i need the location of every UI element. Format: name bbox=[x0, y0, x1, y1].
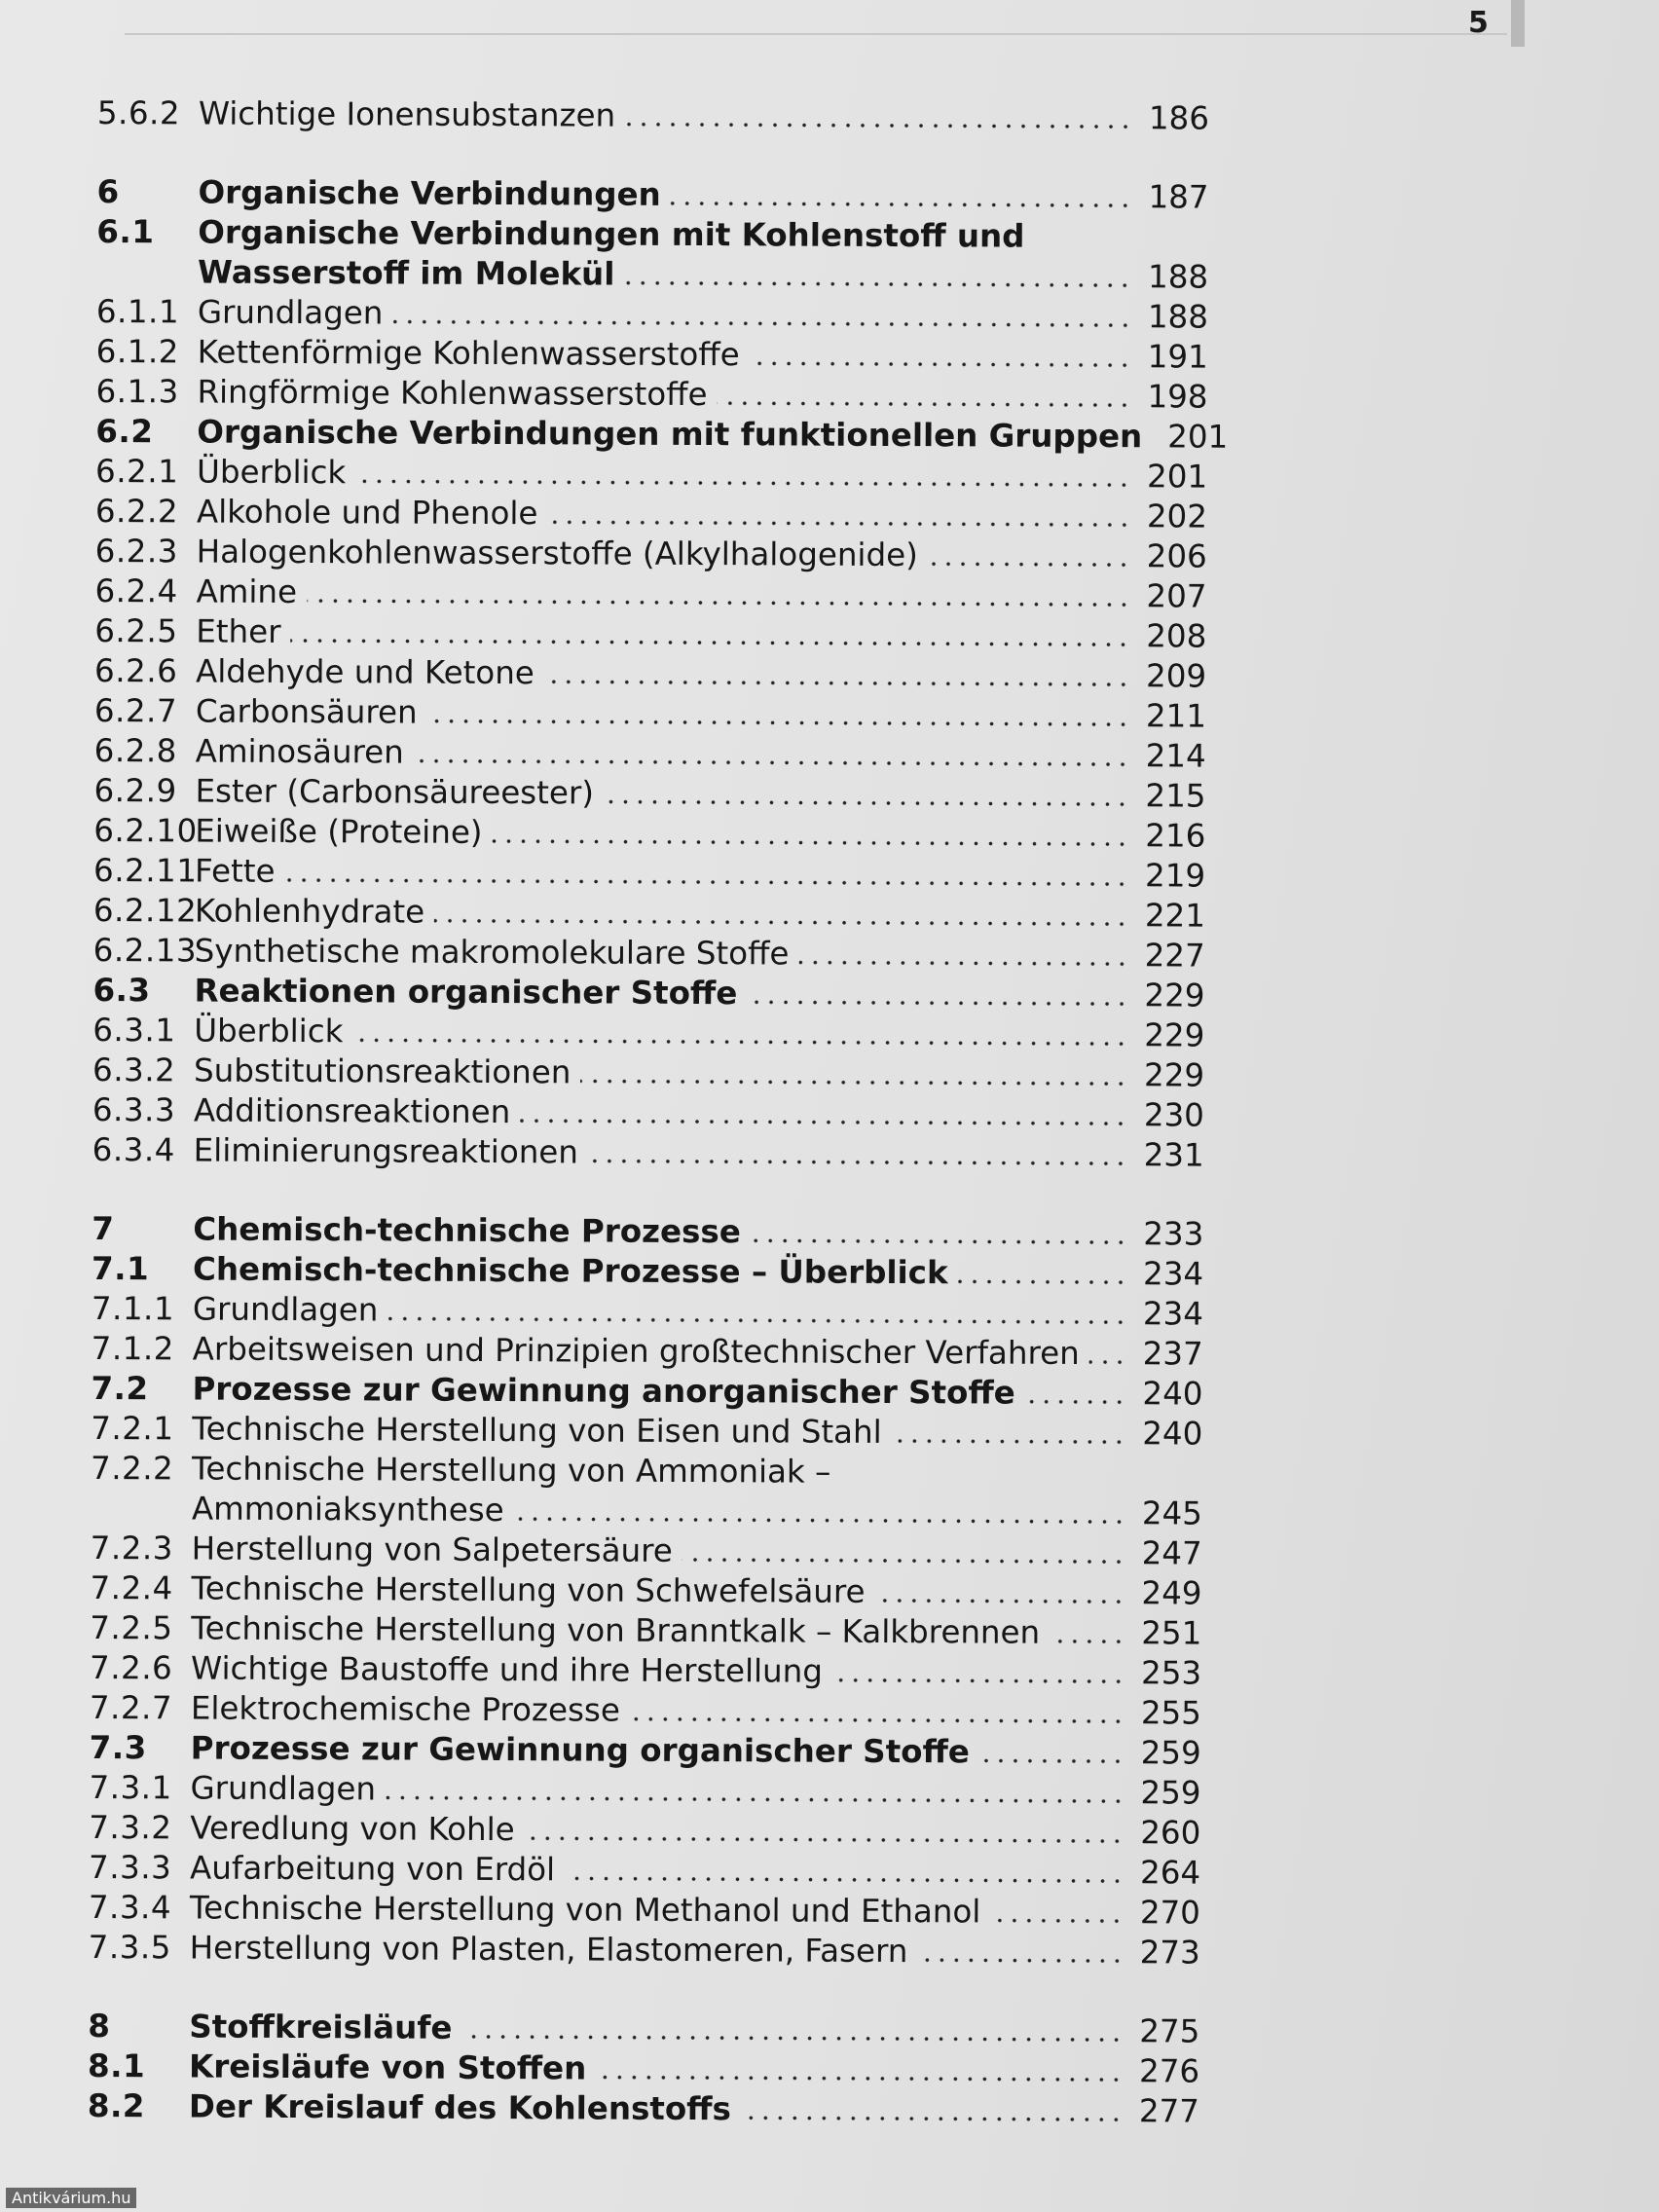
toc-entry-page: 273 bbox=[1139, 1934, 1200, 1972]
toc-entry-page: 270 bbox=[1139, 1894, 1201, 1932]
toc-entry-title: Elektrochemische Prozesse bbox=[190, 1689, 620, 1729]
toc-entry bbox=[88, 1888, 1201, 1934]
toc-entry bbox=[90, 1608, 1202, 1654]
dot-leader bbox=[284, 877, 1129, 887]
dot-leader bbox=[604, 799, 1130, 808]
toc-entry bbox=[96, 93, 1210, 139]
toc-entry-number: 6.2 bbox=[95, 412, 154, 451]
toc-entry-page: 255 bbox=[1140, 1694, 1202, 1732]
dot-leader bbox=[544, 679, 1130, 687]
dot-leader bbox=[596, 2075, 1124, 2083]
toc-entry-title: Ringförmige Kohlenwasserstoffe bbox=[197, 373, 708, 414]
toc-entry-number: 6.3.2 bbox=[92, 1051, 176, 1089]
toc-entry-title: Alkohole und Phenole bbox=[196, 493, 538, 533]
header-rule bbox=[125, 33, 1507, 35]
toc-entry bbox=[92, 971, 1205, 1016]
toc-entry-number: 6.3.3 bbox=[92, 1090, 176, 1129]
dot-leader bbox=[1089, 1359, 1127, 1365]
toc-entry-page: 208 bbox=[1146, 617, 1207, 655]
dot-leader bbox=[741, 2115, 1124, 2122]
toc-entry-title: Der Kreislauf des Kohlenstoffs bbox=[188, 2087, 731, 2128]
toc-entry-title: Organische Verbindungen mit funktionellen Gruppen bbox=[197, 413, 1143, 456]
toc-entry-number: 6.2.10 bbox=[93, 811, 198, 850]
toc-entry-page: 198 bbox=[1147, 378, 1208, 416]
toc-entry-title: Fette bbox=[195, 852, 276, 890]
toc-entry-number: 7.2.5 bbox=[90, 1608, 173, 1647]
toc-entry-number: 6.2.4 bbox=[94, 571, 178, 610]
toc-entry bbox=[92, 1329, 1201, 1375]
toc-entry-title: Aldehyde und Ketone bbox=[196, 652, 535, 692]
toc-entry bbox=[92, 891, 1206, 937]
toc-entry bbox=[89, 1808, 1201, 1854]
toc-entry bbox=[89, 1928, 1198, 1973]
toc-entry-number: 6 bbox=[96, 172, 120, 211]
toc-entry-title: Reaktionen organischer Stoffe bbox=[194, 972, 738, 1013]
toc-entry-page: 251 bbox=[1141, 1614, 1202, 1652]
toc-entry-number: 8 bbox=[88, 2007, 111, 2046]
toc-entry bbox=[93, 851, 1206, 897]
toc-entry bbox=[93, 811, 1206, 857]
watermark: Antikvárium.hu bbox=[6, 2188, 136, 2208]
dot-leader bbox=[434, 918, 1129, 927]
toc-entry-number: 6.2.3 bbox=[94, 532, 178, 571]
toc-entry-page: 214 bbox=[1145, 737, 1206, 775]
toc-entry bbox=[94, 651, 1207, 697]
toc-entry-title: Eiweiße (Proteine) bbox=[195, 812, 483, 851]
toc-entry-number: 6.2.13 bbox=[92, 931, 198, 970]
toc-entry bbox=[95, 412, 1229, 458]
toc-entry bbox=[94, 571, 1207, 617]
toc-entry bbox=[89, 1688, 1202, 1734]
toc-entry bbox=[95, 292, 1209, 338]
toc-entry-number: 7.1.2 bbox=[91, 1329, 174, 1368]
toc-entry-number: 6.3 bbox=[92, 971, 151, 1010]
toc-entry-number: 6.3.1 bbox=[92, 1011, 176, 1050]
toc-entry-page: 229 bbox=[1144, 1016, 1205, 1054]
toc-entry-number: 6.3.4 bbox=[92, 1130, 175, 1169]
toc-entry-number: 6.1.2 bbox=[95, 332, 179, 371]
toc-entry bbox=[95, 532, 1205, 577]
toc-entry bbox=[96, 332, 1206, 378]
dot-leader bbox=[630, 1716, 1125, 1724]
dot-leader bbox=[832, 1677, 1125, 1684]
dot-leader bbox=[798, 960, 1128, 968]
toc-entry-title: Ester (Carbonsäureester) bbox=[195, 772, 595, 812]
toc-entry-title: Stoffkreisläufe bbox=[189, 2008, 453, 2046]
toc-entry-page: 215 bbox=[1145, 777, 1206, 815]
toc-entry-title: Grundlagen bbox=[192, 1290, 379, 1329]
toc-entry bbox=[96, 172, 1209, 218]
toc-entry-number: 7.2.7 bbox=[89, 1688, 173, 1727]
toc-entry-title: Herstellung von Plasten, Elastomeren, Fasern bbox=[189, 1929, 908, 1971]
toc-entry bbox=[91, 1409, 1203, 1455]
toc-entry bbox=[88, 2086, 1198, 2132]
toc-entry-title: Aufarbeitung von Erdöl bbox=[190, 1849, 556, 1889]
toc-entry-title: Technische Herstellung von Methanol und Ethanol bbox=[189, 1889, 981, 1931]
toc-entry bbox=[94, 731, 1204, 777]
toc-entry-page: 277 bbox=[1138, 2092, 1200, 2130]
dot-leader bbox=[307, 598, 1131, 608]
toc-entry-number: 7.3.1 bbox=[89, 1768, 172, 1807]
dot-leader bbox=[352, 1037, 1128, 1047]
toc-entry-title: Prozesse zur Gewinnung organischer Stoffe bbox=[190, 1729, 970, 1771]
toc-entry-page: 202 bbox=[1146, 498, 1208, 535]
toc-entry-number: 6.2.5 bbox=[94, 611, 178, 650]
dot-leader bbox=[514, 1516, 1126, 1525]
dot-leader bbox=[751, 1237, 1128, 1245]
toc-entry-page: 234 bbox=[1142, 1255, 1204, 1293]
toc-entry-title: Überblick bbox=[197, 453, 347, 492]
toc-entry-number: 6.2.7 bbox=[93, 691, 178, 730]
toc-entry-page: 240 bbox=[1142, 1375, 1203, 1413]
toc-entry-page: 240 bbox=[1142, 1415, 1203, 1453]
toc-entry-title: Überblick bbox=[194, 1012, 344, 1051]
toc-entry-page: 249 bbox=[1141, 1574, 1202, 1612]
toc-entry-page: 245 bbox=[1141, 1494, 1203, 1532]
dot-leader bbox=[875, 1598, 1126, 1604]
toc-entry-number: 7.2 bbox=[91, 1369, 149, 1408]
toc-entry-number: 6.2.9 bbox=[93, 771, 177, 810]
toc-entry bbox=[90, 1728, 1199, 1774]
toc-entry-number: 7.3.2 bbox=[89, 1808, 172, 1847]
toc-entry bbox=[88, 2007, 1198, 2052]
dot-leader bbox=[747, 999, 1128, 1007]
toc-entry bbox=[91, 1529, 1200, 1574]
toc-entry bbox=[90, 1568, 1202, 1614]
toc-entry-number: 7.3.4 bbox=[88, 1888, 172, 1927]
toc-entry-page: 221 bbox=[1144, 897, 1206, 935]
toc-entry-page: 276 bbox=[1138, 2052, 1200, 2090]
toc-entry-page: 211 bbox=[1145, 697, 1207, 735]
dot-leader bbox=[355, 478, 1131, 488]
toc-entry-number: 7.3.3 bbox=[89, 1848, 172, 1887]
toc-entry-page: 188 bbox=[1148, 258, 1209, 296]
toc-entry-number: 8.1 bbox=[88, 2046, 146, 2085]
toc-entry-title: Chemisch-technische Prozesse bbox=[193, 1210, 741, 1251]
page-edge-strip bbox=[1511, 0, 1525, 47]
toc-entry-page: 219 bbox=[1144, 857, 1206, 895]
dot-leader bbox=[580, 1078, 1128, 1087]
toc-entry-number: 5.6.2 bbox=[96, 93, 181, 132]
toc-entry bbox=[95, 372, 1208, 418]
dot-leader bbox=[290, 638, 1130, 647]
toc-entry bbox=[93, 931, 1203, 977]
dot-leader bbox=[671, 201, 1133, 208]
toc-entry-page: 230 bbox=[1143, 1096, 1205, 1134]
toc-entry-number: 6.2.2 bbox=[94, 492, 179, 531]
toc-entry-number: 7.2.6 bbox=[90, 1648, 173, 1687]
dot-leader bbox=[718, 400, 1132, 408]
toc-entry-page: 227 bbox=[1144, 937, 1205, 975]
dot-leader bbox=[588, 1158, 1128, 1166]
dot-leader bbox=[547, 519, 1131, 528]
dot-leader bbox=[461, 2034, 1124, 2043]
dot-leader bbox=[427, 719, 1130, 728]
toc-entry bbox=[93, 771, 1206, 817]
toc-entry-page: 264 bbox=[1139, 1854, 1201, 1892]
toc-entry-page: 259 bbox=[1140, 1734, 1201, 1772]
toc-entry bbox=[94, 492, 1208, 537]
toc-entry-page: 247 bbox=[1141, 1534, 1202, 1572]
toc-entry bbox=[92, 1051, 1205, 1096]
dot-leader bbox=[1025, 1399, 1127, 1406]
toc-entry bbox=[88, 2046, 1198, 2092]
toc-entry-page: 186 bbox=[1148, 99, 1210, 137]
toc-entry-title: Technische Herstellung von Branntkalk – Kalkbrennen bbox=[191, 1609, 1041, 1651]
toc-entry-page: 229 bbox=[1144, 977, 1205, 1014]
toc-entry bbox=[91, 1369, 1203, 1415]
toc-entry-title: Grundlagen bbox=[190, 1769, 377, 1808]
toc-entry-number: 6.1.1 bbox=[95, 292, 180, 331]
toc-entry-number: 7 bbox=[92, 1209, 115, 1248]
toc-entry-title: Additionsreaktionen bbox=[193, 1091, 511, 1131]
dot-leader bbox=[750, 360, 1132, 368]
dot-leader bbox=[386, 1794, 1124, 1804]
toc-entry-title: Technische Herstellung von Ammoniak – bbox=[192, 1450, 831, 1491]
toc-entry-title: Eliminierungsreaktionen bbox=[193, 1131, 579, 1171]
dot-leader bbox=[990, 1918, 1124, 1925]
toc-entry-title: Amine bbox=[196, 572, 298, 611]
dot-leader bbox=[387, 1315, 1126, 1325]
toc-entry bbox=[89, 1768, 1201, 1814]
toc-entry-page: 260 bbox=[1140, 1814, 1201, 1852]
toc-entry-title: Wichtige Ionensubstanzen bbox=[198, 94, 616, 134]
toc-entry-number: 7.2.4 bbox=[90, 1568, 173, 1607]
dot-leader bbox=[492, 838, 1129, 847]
toc-entry-title: Arbeitsweisen und Prinzipien großtechnischer Verfahren bbox=[192, 1330, 1080, 1372]
toc-entry-title: Organische Verbindungen mit Kohlenstoff und bbox=[198, 213, 1025, 255]
dot-leader bbox=[979, 1757, 1125, 1764]
toc-entry-page: 209 bbox=[1145, 657, 1207, 695]
toc-entry bbox=[93, 691, 1207, 737]
toc-entry bbox=[94, 611, 1207, 657]
toc-entry bbox=[91, 1449, 1203, 1534]
toc-entry-number: 7.3.5 bbox=[88, 1928, 171, 1967]
toc-entry-page: 229 bbox=[1143, 1056, 1205, 1094]
toc-entry-number: 7.2.3 bbox=[90, 1529, 173, 1567]
dot-leader bbox=[682, 1557, 1126, 1565]
toc-entry bbox=[95, 452, 1208, 498]
toc-entry-page: 201 bbox=[1167, 418, 1229, 456]
toc-entry bbox=[90, 1648, 1202, 1694]
dot-leader bbox=[892, 1438, 1127, 1445]
toc-entry bbox=[92, 1090, 1205, 1136]
toc-entry-title: Technische Herstellung von Eisen und Stahl bbox=[192, 1410, 882, 1451]
dot-leader bbox=[1050, 1639, 1125, 1644]
dot-leader bbox=[917, 1957, 1124, 1964]
toc-entry-title: Ether bbox=[196, 612, 281, 650]
toc-entry-title: Carbonsäuren bbox=[195, 692, 418, 731]
toc-entry-number: 7.1.1 bbox=[91, 1289, 175, 1328]
toc-entry bbox=[92, 1011, 1205, 1056]
toc-entry-title: Kohlenhydrate bbox=[194, 892, 425, 931]
toc-entry-number: 7.1 bbox=[92, 1249, 150, 1288]
toc-entry-page: 206 bbox=[1146, 537, 1207, 575]
toc-entry-number: 7.3 bbox=[89, 1728, 147, 1767]
toc-entry-title: Organische Verbindungen bbox=[198, 173, 661, 213]
toc-entry-number: 6.2.12 bbox=[92, 891, 198, 930]
toc-entry-title: Aminosäuren bbox=[195, 732, 404, 771]
toc-entry-title-continued: Wasserstoff im Molekül bbox=[198, 253, 615, 293]
toc-entry-page: 259 bbox=[1140, 1774, 1201, 1812]
dot-leader bbox=[392, 318, 1131, 328]
toc-entry-number: 6.1 bbox=[96, 212, 155, 251]
toc-entry-page: 275 bbox=[1139, 2012, 1200, 2050]
toc-entry bbox=[91, 1289, 1204, 1335]
toc-entry-page: 216 bbox=[1145, 817, 1206, 855]
page-number: 5 bbox=[1468, 6, 1489, 40]
toc-entry-title: Kettenförmige Kohlenwasserstoffe bbox=[197, 333, 740, 374]
toc-entry-page: 207 bbox=[1146, 577, 1207, 615]
dot-leader bbox=[520, 1118, 1128, 1126]
dot-leader bbox=[624, 280, 1132, 289]
toc-entry-title: Technische Herstellung von Schwefelsäure bbox=[191, 1569, 866, 1610]
toc-entry-page: 231 bbox=[1143, 1136, 1204, 1174]
toc-entry-title: Halogenkohlenwasserstoffe (Alkylhalogenide) bbox=[196, 533, 918, 574]
toc-entry-page: 187 bbox=[1148, 178, 1209, 216]
toc-entry-number: 6.2.6 bbox=[94, 651, 178, 690]
toc-entry-page: 237 bbox=[1142, 1335, 1203, 1373]
toc-entry-page: 191 bbox=[1147, 338, 1208, 376]
dot-leader bbox=[525, 1835, 1125, 1844]
toc-entry-title: Wichtige Baustoffe und ihre Herstellung bbox=[191, 1649, 824, 1690]
dot-leader bbox=[625, 122, 1133, 130]
dot-leader bbox=[928, 561, 1131, 568]
toc-entry-number: 6.1.3 bbox=[95, 372, 179, 411]
toc-entry bbox=[96, 212, 1209, 298]
toc-entry-number: 6.2.8 bbox=[93, 731, 177, 770]
toc-entry bbox=[92, 1130, 1202, 1176]
dot-leader bbox=[958, 1278, 1127, 1285]
toc-entry-title: Veredlung von Kohle bbox=[190, 1809, 515, 1849]
toc-entry-title: Kreisläufe von Stoffen bbox=[189, 2047, 587, 2087]
toc-entry bbox=[92, 1249, 1204, 1295]
toc-entry-page: 253 bbox=[1140, 1654, 1202, 1692]
toc-entry-number: 6.2.1 bbox=[95, 452, 179, 491]
toc-entry-title: Substitutionsreaktionen bbox=[194, 1051, 571, 1091]
toc-entry bbox=[89, 1848, 1201, 1894]
toc-entry-number: 8.2 bbox=[87, 2086, 146, 2125]
toc-entry-title: Herstellung von Salpetersäure bbox=[191, 1530, 673, 1569]
toc-entry-page: 188 bbox=[1147, 298, 1209, 336]
dot-leader bbox=[565, 1875, 1124, 1884]
toc-entry-title: Grundlagen bbox=[197, 293, 384, 332]
dot-leader bbox=[414, 758, 1130, 768]
toc-entry-title: Synthetische makromolekulare Stoffe bbox=[194, 932, 790, 973]
toc-entry-title: Chemisch-technische Prozesse – Überblick bbox=[193, 1250, 948, 1292]
table-of-contents bbox=[87, 93, 1229, 2132]
toc-entry-page: 234 bbox=[1142, 1295, 1204, 1333]
toc-entry-page: 233 bbox=[1143, 1215, 1204, 1253]
toc-entry-number: 6.2.11 bbox=[93, 851, 198, 890]
toc-entry bbox=[92, 1209, 1204, 1255]
toc-entry-title: Prozesse zur Gewinnung anorganischer Stoffe bbox=[192, 1370, 1015, 1412]
toc-entry-title-continued: Ammoniaksynthese bbox=[191, 1490, 504, 1530]
toc-entry-page: 201 bbox=[1146, 458, 1208, 496]
toc-entry-number: 7.2.2 bbox=[91, 1449, 174, 1488]
toc-entry-number: 7.2.1 bbox=[91, 1409, 174, 1448]
